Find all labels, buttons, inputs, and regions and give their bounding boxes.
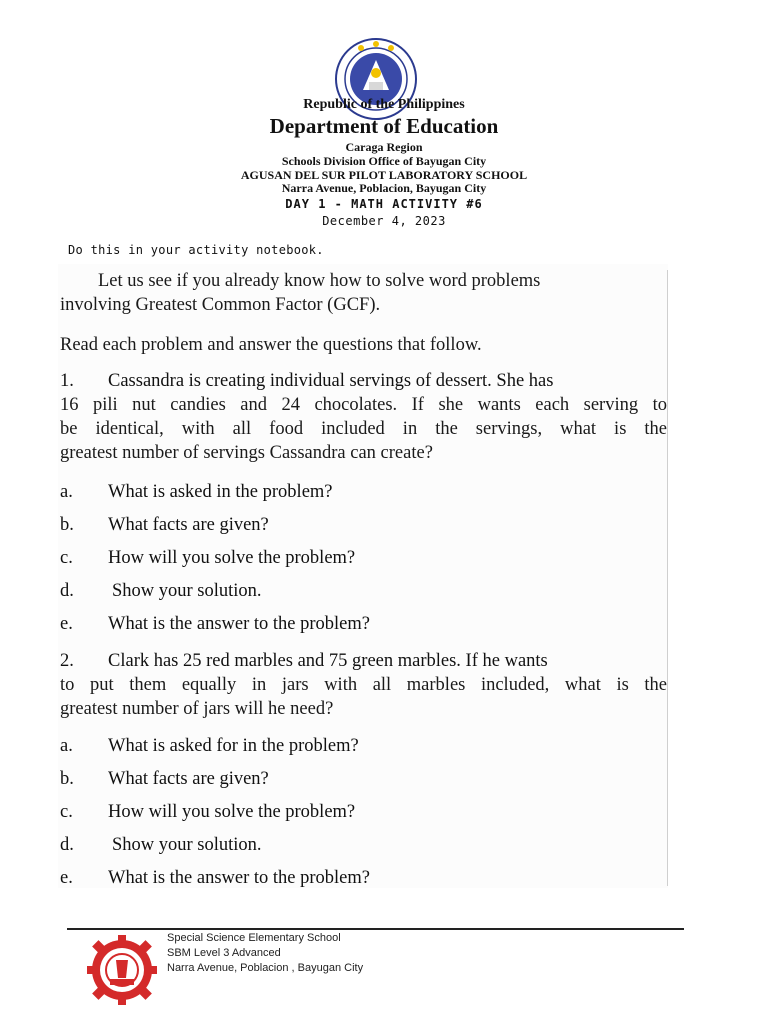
problem-1-number: 1. [60, 371, 74, 391]
sheet-border [667, 270, 668, 886]
p2-question-d: Show your solution. [112, 835, 262, 855]
problem-2-line-3: greatest number of jars will he need? [60, 699, 334, 719]
adspils-logo-icon [86, 934, 158, 1006]
republic-label: Republic of the Philippines [303, 97, 465, 112]
activity-sheet [58, 264, 668, 888]
activity-date: December 4, 2023 [322, 214, 446, 228]
problem-2-line-2: to put them equally in jars with all marbles included, what is the [60, 675, 667, 695]
problem-1-line-4: greatest number of servings Cassandra can create? [60, 443, 433, 463]
p1-question-c-letter: c. [60, 548, 73, 568]
p1-question-e-letter: e. [60, 614, 73, 634]
p2-question-d-letter: d. [60, 835, 74, 855]
directions-text: Read each problem and answer the questions that follow. [60, 335, 482, 355]
school-name: AGUSAN DEL SUR PILOT LABORATORY SCHOOL [240, 168, 528, 182]
p1-question-e: What is the answer to the problem? [108, 614, 370, 634]
p1-question-b-letter: b. [60, 515, 74, 535]
p1-question-a: What is asked in the problem? [108, 482, 333, 502]
department-title: Department of Education [269, 114, 499, 138]
footer-sbm-level: SBM Level 3 Advanced [167, 947, 281, 959]
footer-address: Narra Avenue, Poblacion , Bayugan City [167, 962, 364, 974]
intro-line-1: Let us see if you already know how to solve word problems [98, 271, 541, 291]
instruction-text: Do this in your activity notebook. [68, 243, 324, 257]
footer-school-type: Special Science Elementary School [167, 932, 341, 944]
problem-1-line-1: Cassandra is creating individual servings of dessert. She has [108, 371, 554, 391]
p1-question-d-letter: d. [60, 581, 74, 601]
activity-title: DAY 1 - MATH ACTIVITY #6 [285, 197, 483, 211]
p2-question-c-letter: c. [60, 802, 73, 822]
problem-2-number: 2. [60, 651, 74, 671]
p2-question-e: What is the answer to the problem? [108, 868, 370, 888]
p2-question-b: What facts are given? [108, 769, 269, 789]
problem-2-line-1: Clark has 25 red marbles and 75 green marbles. If he wants [108, 651, 548, 671]
region-label: Caraga Region [345, 140, 423, 154]
footer-divider [67, 928, 684, 930]
problem-1-line-3: be identical, with all food included in the servings, what is the [60, 419, 667, 439]
division-label: Schools Division Office of Bayugan City [281, 154, 487, 168]
p2-question-a-letter: a. [60, 736, 73, 756]
p1-question-d: Show your solution. [112, 581, 262, 601]
p1-question-c: How will you solve the problem? [108, 548, 356, 568]
p1-question-b: What facts are given? [108, 515, 269, 535]
school-address: Narra Avenue, Poblacion, Bayugan City [281, 181, 487, 195]
p2-question-a: What is asked for in the problem? [108, 736, 359, 756]
p1-question-a-letter: a. [60, 482, 73, 502]
intro-line-2: involving Greatest Common Factor (GCF). [60, 295, 381, 315]
p2-question-e-letter: e. [60, 868, 73, 888]
p2-question-b-letter: b. [60, 769, 74, 789]
p2-question-c: How will you solve the problem? [108, 802, 356, 822]
problem-1-line-2: 16 pili nut candies and 24 chocolates. If she wants each serving to [60, 395, 667, 415]
